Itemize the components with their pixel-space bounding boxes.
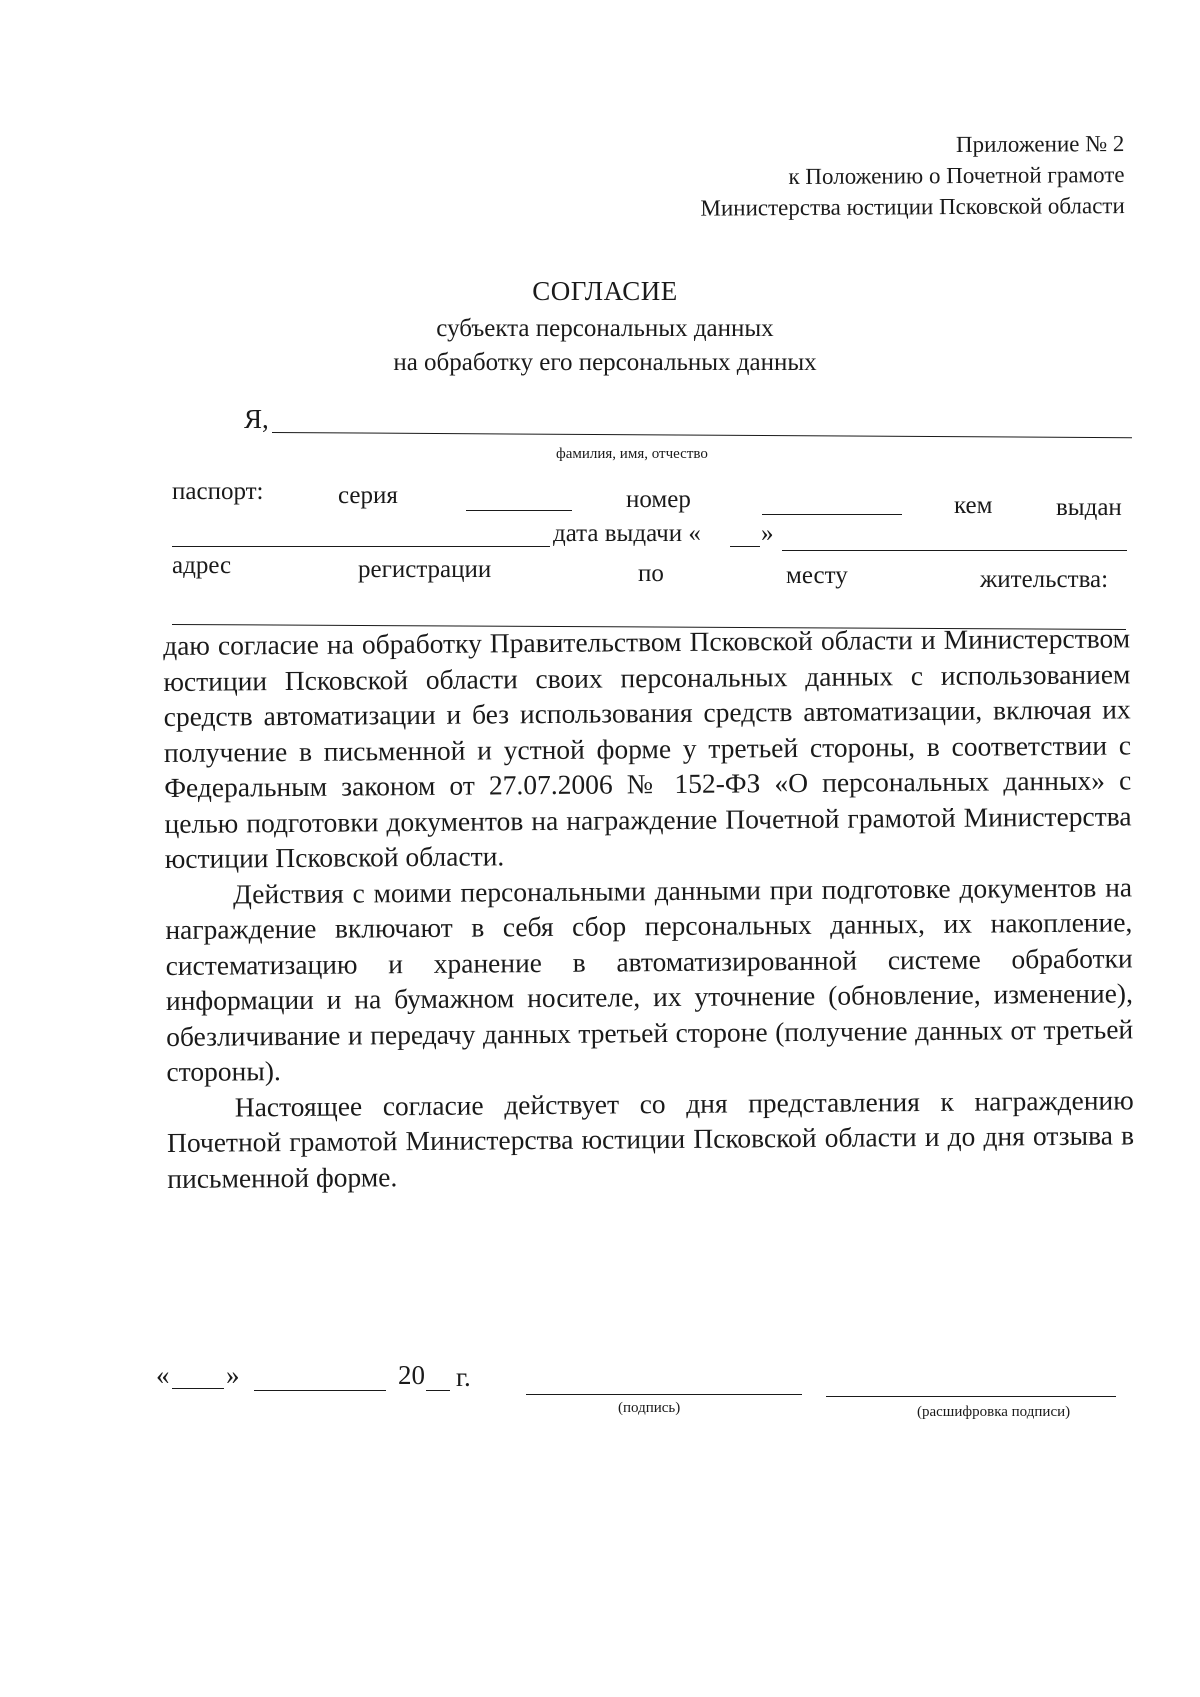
sign-date-open: « [156,1360,170,1390]
passport-label: паспорт: [172,478,264,505]
appendix-line-2: к Положению о Почетной грамоте [788,161,1125,190]
issue-day-field[interactable] [730,546,760,547]
sign-year-suffix: г. [456,1362,471,1392]
signature-caption: (подпись) [618,1400,681,1416]
passport-number-label: номер [626,486,691,513]
issue-date-rest-field[interactable] [782,550,1127,551]
address-word-3: по [638,560,664,587]
issue-date-close: » [761,520,774,547]
sign-year-field[interactable] [426,1390,450,1391]
signature-decoding-caption: (расшифровка подписи) [917,1404,1071,1420]
document-subtitle-2: на обработку его персональных данных [393,349,817,376]
passport-series-label: серия [338,482,398,509]
sign-day-field[interactable] [172,1388,224,1389]
signature-field[interactable] [526,1394,802,1395]
address-word-2: регистрации [358,556,492,583]
address-word-4: месту [786,562,848,589]
passport-series-field[interactable] [466,510,572,511]
issued-by-word1: кем [954,492,993,519]
issued-by-field[interactable] [172,546,550,547]
signature-decoding-field[interactable] [826,1396,1116,1397]
consent-paragraph-3: Настоящее согласие действует со дня представления к награждению Почетной грамотой Министерства юстиции Псковской области и до дня отзыва в письменной форме. [166,1083,1135,1194]
appendix-reference [700,128,1125,224]
sign-date-close: » [226,1360,240,1390]
passport-number-field[interactable] [762,514,902,515]
consent-body [163,620,1134,1196]
document-title: СОГЛАСИЕ [532,276,678,306]
address-word-5: жительства: [980,566,1109,593]
appendix-line-1: Приложение № 2 [955,130,1125,158]
fio-caption: фамилия, имя, отчество [556,446,708,462]
address-word-1: адрес [172,552,232,579]
fio-field[interactable] [272,432,1132,438]
sign-month-field[interactable] [254,1390,386,1391]
consent-paragraph-1: даю согласие на обработку Правительством Псковской области и Министерством юстиции Псковской области своих персональных данных с использованием средств автоматизации и без использования средств автоматизации, включая их получение в письменной и устной форме у третьей стороны, в соответствии с Федеральным законом от 27.07.2006 № 152-ФЗ «О персональных данных» с целью подготовки документов на награждение Почетной грамотой Министерства юстиции Псковской области. [163,622,1132,874]
consent-paragraph-2: Действия с моими персональными данными при подготовке документов на награждение включают в себя сбор персональных данных, их накопление, систематизацию и хранение в автоматизированной системе обработки информации и на бумажном носителе, их уточнение (обновление, изменение), обезличивание и передачу данных третьей стороне (получение данных от третьей стороны). [165,870,1134,1087]
sign-year-prefix: 20 [398,1360,425,1390]
issue-date-label: дата выдачи « [553,520,701,547]
appendix-line-3: Министерства юстиции Псковской области [700,192,1125,221]
ya-label: Я, [244,404,269,434]
document-subtitle-1: субъекта персональных данных [436,315,774,342]
issued-by-word2: выдан [1056,494,1122,521]
